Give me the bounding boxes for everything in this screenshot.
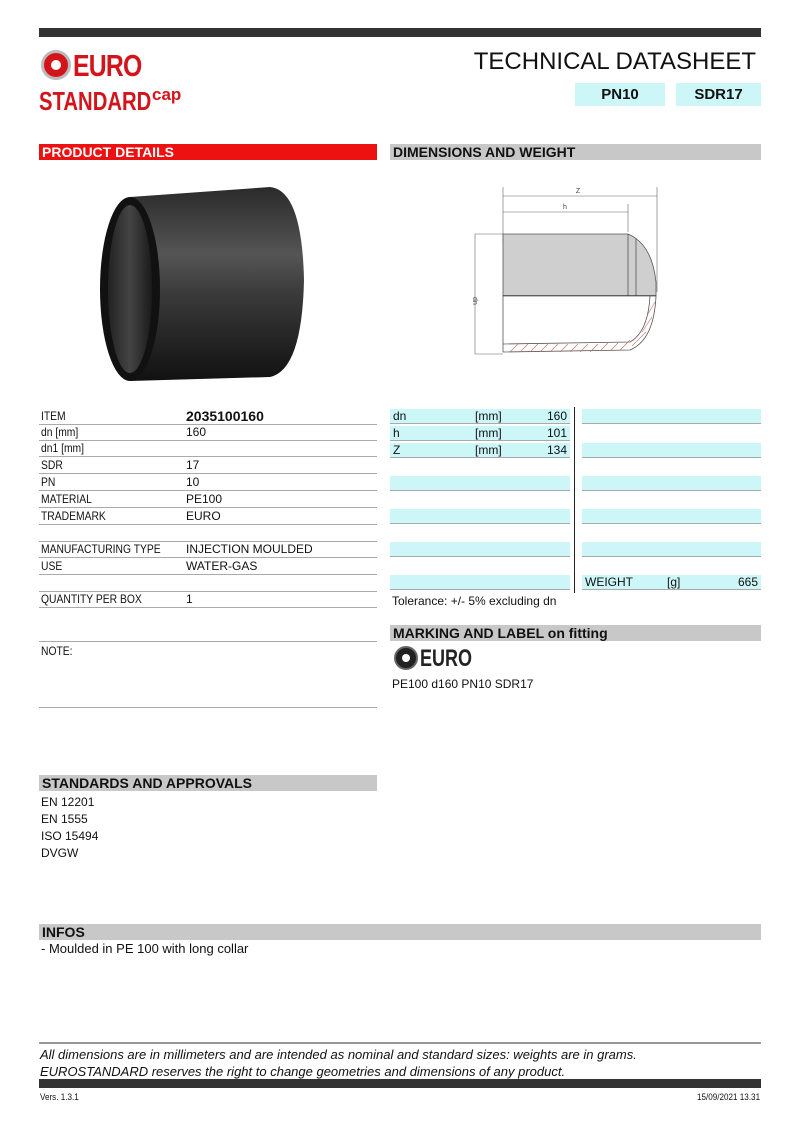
standard-item: EN 1555 [41, 812, 88, 826]
dimension-row-dn [390, 409, 570, 424]
dimension-value: 134 [546, 443, 567, 457]
detail-label: MATERIAL [41, 492, 92, 506]
standards-list [41, 794, 98, 862]
weight-value: 665 [737, 575, 758, 589]
detail-row-blank [39, 626, 377, 642]
detail-value: WATER-GAS [186, 559, 258, 573]
column-divider [574, 407, 575, 593]
marking-text: PE100 d160 PN10 SDR17 [392, 677, 534, 691]
dimension-row-empty [390, 509, 570, 524]
marking-logo [394, 645, 473, 672]
detail-value: PE100 [186, 492, 223, 506]
detail-value: 2035100160 [186, 408, 264, 424]
note-divider [39, 707, 377, 708]
dimension-value: 160 [546, 409, 567, 423]
dimension-row-z [390, 443, 570, 458]
detail-row-pn [39, 475, 377, 491]
detail-row-dn1 [39, 441, 377, 457]
weight-label: WEIGHT [585, 575, 633, 589]
detail-row-sdr [39, 458, 377, 474]
standard-item: EN 12201 [41, 795, 95, 809]
detail-label: MANUFACTURING TYPE [41, 542, 161, 556]
dimension-row-empty [582, 476, 761, 491]
dimension-name: Z [393, 443, 401, 457]
detail-label: dn1 [mm] [41, 441, 85, 455]
dimension-value: 101 [546, 426, 567, 440]
detail-value: 17 [186, 458, 200, 472]
footer-line-2: EUROSTANDARD reserves the right to change geometries and dimensions of any product. [40, 1064, 566, 1079]
eurostandard-logo [39, 48, 152, 118]
standard-item: DVGW [41, 846, 79, 860]
detail-row-quantity [39, 592, 377, 608]
footer-bar [39, 1079, 761, 1088]
detail-value: 1 [186, 592, 193, 606]
dimension-row-empty [582, 509, 761, 524]
infos-text: - Moulded in PE 100 with long collar [41, 941, 249, 956]
product-type: cap [152, 85, 182, 104]
section-infos: INFOS [39, 924, 761, 940]
dimension-name: h [393, 426, 400, 440]
dimension-unit: [mm] [475, 443, 502, 457]
detail-label: dn [mm] [41, 425, 79, 439]
footer-divider [39, 1042, 761, 1044]
dimension-row-empty [582, 443, 761, 458]
footer-line-1: All dimensions are in millimeters and are intended as nominal and standard sizes: weights are in grams. [40, 1047, 637, 1062]
badge-pn: PN10 [575, 83, 665, 106]
weight-unit: [g] [667, 575, 681, 589]
detail-row-use [39, 559, 377, 575]
drawing-label-h: h [563, 204, 567, 211]
dimension-unit: [mm] [475, 426, 502, 440]
logo-euro-text: EURO [73, 48, 142, 83]
weight-row [582, 575, 761, 590]
detail-label: ITEM [41, 409, 66, 423]
detail-value: 160 [186, 425, 207, 439]
drawing-label-dn: dn [471, 297, 478, 305]
document-title: TECHNICAL DATASHEET [473, 48, 756, 75]
detail-value: INJECTION MOULDED [186, 542, 313, 556]
detail-value: EURO [186, 509, 221, 523]
dimension-row-empty [390, 575, 570, 590]
detail-row-item [39, 409, 377, 425]
note-label: NOTE: [41, 644, 73, 658]
dimension-row-empty [582, 409, 761, 424]
dimension-name: dn [393, 409, 407, 423]
detail-value: 10 [186, 475, 200, 489]
tolerance-note: Tolerance: +/- 5% excluding dn [392, 594, 557, 608]
logo-circle-icon [41, 50, 71, 80]
detail-row-empty [39, 526, 377, 542]
detail-label: QUANTITY PER BOX [41, 592, 142, 606]
detail-row-trademark [39, 509, 377, 525]
dimension-row-empty [582, 542, 761, 557]
detail-row-material [39, 492, 377, 508]
logo-standard-text: STANDARD [39, 86, 152, 116]
detail-label: SDR [41, 458, 63, 472]
technical-drawing [470, 182, 670, 362]
badge-sdr: SDR17 [676, 83, 761, 106]
date-label: 15/09/2021 13.31 [696, 1092, 760, 1102]
dimension-row-empty [390, 476, 570, 491]
detail-row-empty [39, 576, 377, 592]
top-bar [39, 28, 761, 37]
detail-label: PN [41, 475, 56, 489]
detail-row-manufacturing [39, 542, 377, 558]
standard-item: ISO 15494 [41, 829, 99, 843]
section-product-details: PRODUCT DETAILS [39, 144, 377, 160]
dimension-row-empty [390, 542, 570, 557]
detail-label: USE [41, 559, 63, 573]
detail-label: TRADEMARK [41, 509, 106, 523]
dimension-unit: [mm] [475, 409, 502, 423]
marking-logo-circle-icon [394, 646, 418, 670]
dimension-row-h [390, 426, 570, 441]
section-dimensions-weight: DIMENSIONS AND WEIGHT [390, 144, 761, 160]
detail-row-dn [39, 425, 377, 441]
footer-disclaimer [40, 1046, 637, 1080]
section-marking: MARKING AND LABEL on fitting [390, 625, 761, 641]
marking-logo-text: EURO [420, 645, 473, 672]
drawing-label-z: Z [575, 188, 581, 195]
version-label: Vers. 1.3.1 [40, 1092, 79, 1102]
section-standards: STANDARDS AND APPROVALS [39, 775, 377, 791]
product-image [90, 185, 315, 385]
